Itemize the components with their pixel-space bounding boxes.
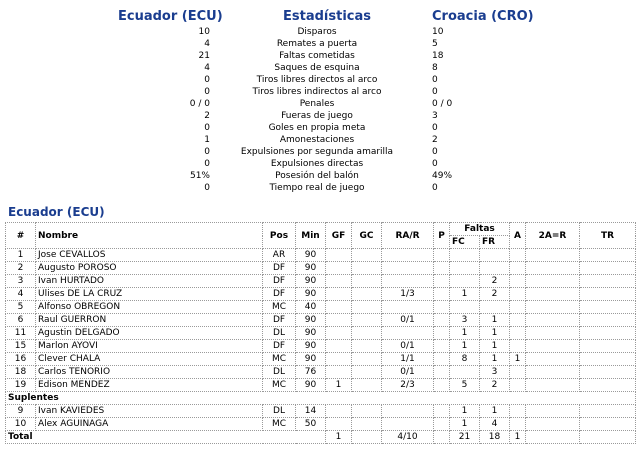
stat-away-value: 0 <box>432 159 438 169</box>
cell-gc <box>352 418 382 431</box>
cell-name: Marlon AYOVI <box>36 340 263 353</box>
cell-tr <box>580 262 636 275</box>
cell-num: 11 <box>6 327 36 340</box>
cell-name: Edison MENDEZ <box>36 379 263 392</box>
cell-a <box>510 301 526 314</box>
cell-a2r <box>526 262 580 275</box>
cell-gf <box>326 418 352 431</box>
stat-row <box>0 98 640 110</box>
stat-label: Faltas cometidas <box>279 51 355 61</box>
cell-min: 90 <box>296 288 326 301</box>
cell-p <box>434 262 450 275</box>
cell-tr <box>580 353 636 366</box>
cell-a <box>510 275 526 288</box>
cell-fr: 1 <box>480 314 510 327</box>
cell-num: 18 <box>6 366 36 379</box>
sub-player-row <box>6 418 636 431</box>
col-name: Nombre <box>36 223 263 249</box>
cell-fc: 1 <box>450 340 480 353</box>
player-row <box>6 366 636 379</box>
total-a: 1 <box>510 431 526 444</box>
cell-a2r <box>526 327 580 340</box>
cell-rar: 0/1 <box>382 340 434 353</box>
cell-name: Ivan KAVIEDES <box>36 405 263 418</box>
stat-home-value: 10 <box>198 27 210 37</box>
cell-a <box>510 249 526 262</box>
cell-gc <box>352 327 382 340</box>
cell-fr: 3 <box>480 366 510 379</box>
total-rar: 4/10 <box>382 431 434 444</box>
cell-tr <box>580 405 636 418</box>
col-gf: GF <box>326 223 352 249</box>
cell-gf <box>326 301 352 314</box>
cell-rar: 0/1 <box>382 314 434 327</box>
cell-tr <box>580 418 636 431</box>
cell-name: Ivan HURTADO <box>36 275 263 288</box>
cell-fc <box>450 275 480 288</box>
cell-tr <box>580 327 636 340</box>
stats-header <box>0 9 640 25</box>
player-row <box>6 327 636 340</box>
stat-away-value: 5 <box>432 39 438 49</box>
cell-a <box>510 405 526 418</box>
players-table-body <box>6 249 636 444</box>
cell-num: 5 <box>6 301 36 314</box>
cell-fc: 1 <box>450 288 480 301</box>
cell-name: Carlos TENORIO <box>36 366 263 379</box>
cell-fr <box>480 262 510 275</box>
stat-row <box>0 122 640 134</box>
cell-min: 50 <box>296 418 326 431</box>
cell-num: 6 <box>6 314 36 327</box>
cell-fc <box>450 301 480 314</box>
stat-away-value: 2 <box>432 135 438 145</box>
cell-tr <box>580 340 636 353</box>
cell-pos: MC <box>263 301 296 314</box>
cell-fr: 2 <box>480 288 510 301</box>
cell-gf <box>326 275 352 288</box>
col-num: # <box>6 223 36 249</box>
cell-pos: MC <box>263 418 296 431</box>
stat-away-value: 8 <box>432 63 438 73</box>
player-row <box>6 379 636 392</box>
cell-name: Agustin DELGADO <box>36 327 263 340</box>
cell-num: 9 <box>6 405 36 418</box>
col-pos: Pos <box>263 223 296 249</box>
col-fr: FR <box>480 236 510 249</box>
stat-label: Fueras de juego <box>281 111 353 121</box>
cell-a2r <box>526 314 580 327</box>
col-rar: RA/R <box>382 223 434 249</box>
stat-away-value: 0 <box>432 123 438 133</box>
stat-home-value: 0 <box>204 87 210 97</box>
cell-gc <box>352 301 382 314</box>
cell-min: 90 <box>296 353 326 366</box>
cell-p <box>434 379 450 392</box>
stat-label: Posesión del balón <box>275 171 359 181</box>
stat-away-value: 0 <box>432 87 438 97</box>
cell-min: 90 <box>296 327 326 340</box>
total-gf: 1 <box>326 431 352 444</box>
cell-pos: DF <box>263 275 296 288</box>
stat-home-value: 0 / 0 <box>189 99 210 109</box>
cell-pos: DF <box>263 314 296 327</box>
cell-pos: MC <box>263 353 296 366</box>
cell-fc: 1 <box>450 327 480 340</box>
cell-rar <box>382 275 434 288</box>
cell-a2r <box>526 340 580 353</box>
total-label: Total <box>6 431 326 444</box>
cell-a2r <box>526 301 580 314</box>
cell-pos: DL <box>263 405 296 418</box>
total-row <box>6 431 636 444</box>
cell-num: 15 <box>6 340 36 353</box>
cell-fc: 8 <box>450 353 480 366</box>
players-table <box>5 222 636 444</box>
stat-home-value: 0 <box>204 159 210 169</box>
cell-a <box>510 288 526 301</box>
cell-num: 2 <box>6 262 36 275</box>
cell-tr <box>580 301 636 314</box>
stat-label: Saques de esquina <box>274 63 360 73</box>
cell-p <box>434 301 450 314</box>
cell-fr <box>480 249 510 262</box>
stat-home-value: 4 <box>204 39 210 49</box>
cell-min: 90 <box>296 314 326 327</box>
cell-gc <box>352 275 382 288</box>
stat-home-value: 0 <box>204 183 210 193</box>
total-tr <box>580 431 636 444</box>
cell-fr: 1 <box>480 353 510 366</box>
cell-a2r <box>526 418 580 431</box>
cell-num: 19 <box>6 379 36 392</box>
stat-away-value: 18 <box>432 51 444 61</box>
stat-label: Tiros libres directos al arco <box>256 75 378 85</box>
player-row <box>6 301 636 314</box>
stats-title: Estadísticas <box>283 9 371 24</box>
player-row <box>6 275 636 288</box>
cell-pos: AR <box>263 249 296 262</box>
cell-gc <box>352 405 382 418</box>
cell-rar <box>382 301 434 314</box>
col-a: A <box>510 223 526 249</box>
cell-tr <box>580 249 636 262</box>
stat-row <box>0 110 640 122</box>
stat-label: Amonestaciones <box>279 135 355 145</box>
player-row <box>6 288 636 301</box>
cell-a2r <box>526 379 580 392</box>
stat-home-value: 0 <box>204 147 210 157</box>
col-fc: FC <box>450 236 480 249</box>
cell-p <box>434 366 450 379</box>
total-p <box>434 431 450 444</box>
cell-name: Ulises DE LA CRUZ <box>36 288 263 301</box>
cell-fc: 5 <box>450 379 480 392</box>
cell-pos: DL <box>263 366 296 379</box>
cell-pos: DF <box>263 262 296 275</box>
cell-gc <box>352 262 382 275</box>
cell-fr: 2 <box>480 275 510 288</box>
stat-row <box>0 26 640 38</box>
cell-min: 76 <box>296 366 326 379</box>
cell-min: 40 <box>296 301 326 314</box>
player-row <box>6 314 636 327</box>
cell-a: 1 <box>510 353 526 366</box>
cell-rar: 1/3 <box>382 288 434 301</box>
stat-label: Remates a puerta <box>276 39 358 49</box>
cell-rar: 2/3 <box>382 379 434 392</box>
cell-gf <box>326 249 352 262</box>
stat-label: Expulsiones por segunda amarilla <box>240 147 394 157</box>
cell-gf <box>326 327 352 340</box>
cell-tr <box>580 275 636 288</box>
cell-name: Alfonso OBREGON <box>36 301 263 314</box>
cell-num: 4 <box>6 288 36 301</box>
cell-rar: 0/1 <box>382 366 434 379</box>
total-fr: 18 <box>480 431 510 444</box>
cell-gf <box>326 288 352 301</box>
cell-a <box>510 340 526 353</box>
player-row <box>6 262 636 275</box>
col-gc: GC <box>352 223 382 249</box>
stat-label: Goles en propia meta <box>268 123 366 133</box>
cell-a <box>510 379 526 392</box>
cell-rar <box>382 249 434 262</box>
cell-tr <box>580 379 636 392</box>
subs-section-row <box>6 392 636 405</box>
col-tr: TR <box>580 223 636 249</box>
cell-a <box>510 418 526 431</box>
cell-min: 90 <box>296 340 326 353</box>
cell-rar <box>382 405 434 418</box>
col-min: Min <box>296 223 326 249</box>
cell-num: 1 <box>6 249 36 262</box>
cell-a <box>510 314 526 327</box>
cell-a2r <box>526 249 580 262</box>
stat-away-value: 0 <box>432 183 438 193</box>
player-row <box>6 340 636 353</box>
cell-p <box>434 275 450 288</box>
cell-a <box>510 366 526 379</box>
cell-p <box>434 249 450 262</box>
cell-name: Clever CHALA <box>36 353 263 366</box>
home-team-title: Ecuador (ECU) <box>118 9 223 24</box>
cell-a2r <box>526 366 580 379</box>
cell-gf <box>326 314 352 327</box>
away-team-title: Croacia (CRO) <box>432 9 534 24</box>
stat-home-value: 51% <box>189 171 210 181</box>
cell-gf <box>326 353 352 366</box>
cell-p <box>434 314 450 327</box>
cell-fc <box>450 366 480 379</box>
cell-rar <box>382 327 434 340</box>
cell-a2r <box>526 288 580 301</box>
stat-row <box>0 134 640 146</box>
stat-row <box>0 146 640 158</box>
cell-a <box>510 262 526 275</box>
cell-gc <box>352 353 382 366</box>
table-header-row <box>6 223 636 236</box>
cell-fc: 3 <box>450 314 480 327</box>
stat-away-value: 49% <box>432 171 453 181</box>
stat-row <box>0 50 640 62</box>
cell-a2r <box>526 353 580 366</box>
stat-label: Tiros libres indirectos al arco <box>252 87 382 97</box>
stat-home-value: 0 <box>204 123 210 133</box>
cell-gf <box>326 340 352 353</box>
sub-player-row <box>6 405 636 418</box>
stat-row <box>0 74 640 86</box>
stat-home-value: 2 <box>204 111 210 121</box>
cell-gc <box>352 249 382 262</box>
cell-name: Augusto POROSO <box>36 262 263 275</box>
cell-gf: 1 <box>326 379 352 392</box>
stat-label: Disparos <box>297 27 337 37</box>
stat-label: Penales <box>299 99 335 109</box>
cell-gf <box>326 405 352 418</box>
cell-tr <box>580 288 636 301</box>
stat-away-value: 0 <box>432 147 438 157</box>
total-gc <box>352 431 382 444</box>
stat-home-value: 0 <box>204 75 210 85</box>
cell-tr <box>580 366 636 379</box>
cell-min: 90 <box>296 262 326 275</box>
cell-fc: 1 <box>450 405 480 418</box>
cell-fr <box>480 301 510 314</box>
stats-list <box>0 26 640 194</box>
cell-p <box>434 405 450 418</box>
cell-min: 90 <box>296 379 326 392</box>
cell-gc <box>352 379 382 392</box>
cell-rar <box>382 262 434 275</box>
cell-gc <box>352 314 382 327</box>
cell-num: 16 <box>6 353 36 366</box>
player-row <box>6 249 636 262</box>
stat-away-value: 3 <box>432 111 438 121</box>
stat-home-value: 1 <box>204 135 210 145</box>
stat-label: Tiempo real de juego <box>269 183 365 193</box>
cell-rar: 1/1 <box>382 353 434 366</box>
cell-fr: 1 <box>480 327 510 340</box>
stat-away-value: 0 / 0 <box>432 99 453 109</box>
cell-fr: 4 <box>480 418 510 431</box>
subs-label: Suplentes <box>6 392 636 405</box>
stat-row <box>0 38 640 50</box>
stat-away-value: 0 <box>432 75 438 85</box>
total-a2r <box>526 431 580 444</box>
stat-label: Expulsiones directas <box>270 159 364 169</box>
cell-p <box>434 288 450 301</box>
cell-fc <box>450 249 480 262</box>
team-section-title: Ecuador (ECU) <box>8 205 105 219</box>
cell-gc <box>352 340 382 353</box>
cell-min: 14 <box>296 405 326 418</box>
cell-min: 90 <box>296 275 326 288</box>
cell-min: 90 <box>296 249 326 262</box>
cell-tr <box>580 314 636 327</box>
stat-row <box>0 158 640 170</box>
cell-pos: DF <box>263 340 296 353</box>
cell-pos: DL <box>263 327 296 340</box>
cell-fr: 1 <box>480 405 510 418</box>
cell-fr: 1 <box>480 340 510 353</box>
stat-row <box>0 62 640 74</box>
cell-p <box>434 340 450 353</box>
cell-p <box>434 418 450 431</box>
total-fc: 21 <box>450 431 480 444</box>
cell-gf <box>326 366 352 379</box>
stat-home-value: 4 <box>204 63 210 73</box>
cell-fr: 2 <box>480 379 510 392</box>
cell-p <box>434 327 450 340</box>
cell-a <box>510 327 526 340</box>
stat-away-value: 10 <box>432 27 444 37</box>
cell-fc <box>450 262 480 275</box>
cell-fc: 1 <box>450 418 480 431</box>
stat-home-value: 21 <box>198 51 210 61</box>
cell-p <box>434 353 450 366</box>
col-p: P <box>434 223 450 249</box>
stat-row <box>0 86 640 98</box>
cell-gf <box>326 262 352 275</box>
cell-name: Jose CEVALLOS <box>36 249 263 262</box>
cell-gc <box>352 288 382 301</box>
cell-num: 10 <box>6 418 36 431</box>
player-row <box>6 353 636 366</box>
stat-row <box>0 182 640 194</box>
cell-name: Alex AGUINAGA <box>36 418 263 431</box>
cell-num: 3 <box>6 275 36 288</box>
cell-a2r <box>526 405 580 418</box>
cell-pos: MC <box>263 379 296 392</box>
col-faltas: Faltas <box>450 223 510 236</box>
cell-rar <box>382 418 434 431</box>
col-a2r: 2A=R <box>526 223 580 249</box>
cell-pos: DF <box>263 288 296 301</box>
cell-a2r <box>526 275 580 288</box>
cell-name: Raul GUERRON <box>36 314 263 327</box>
cell-gc <box>352 366 382 379</box>
stat-row <box>0 170 640 182</box>
